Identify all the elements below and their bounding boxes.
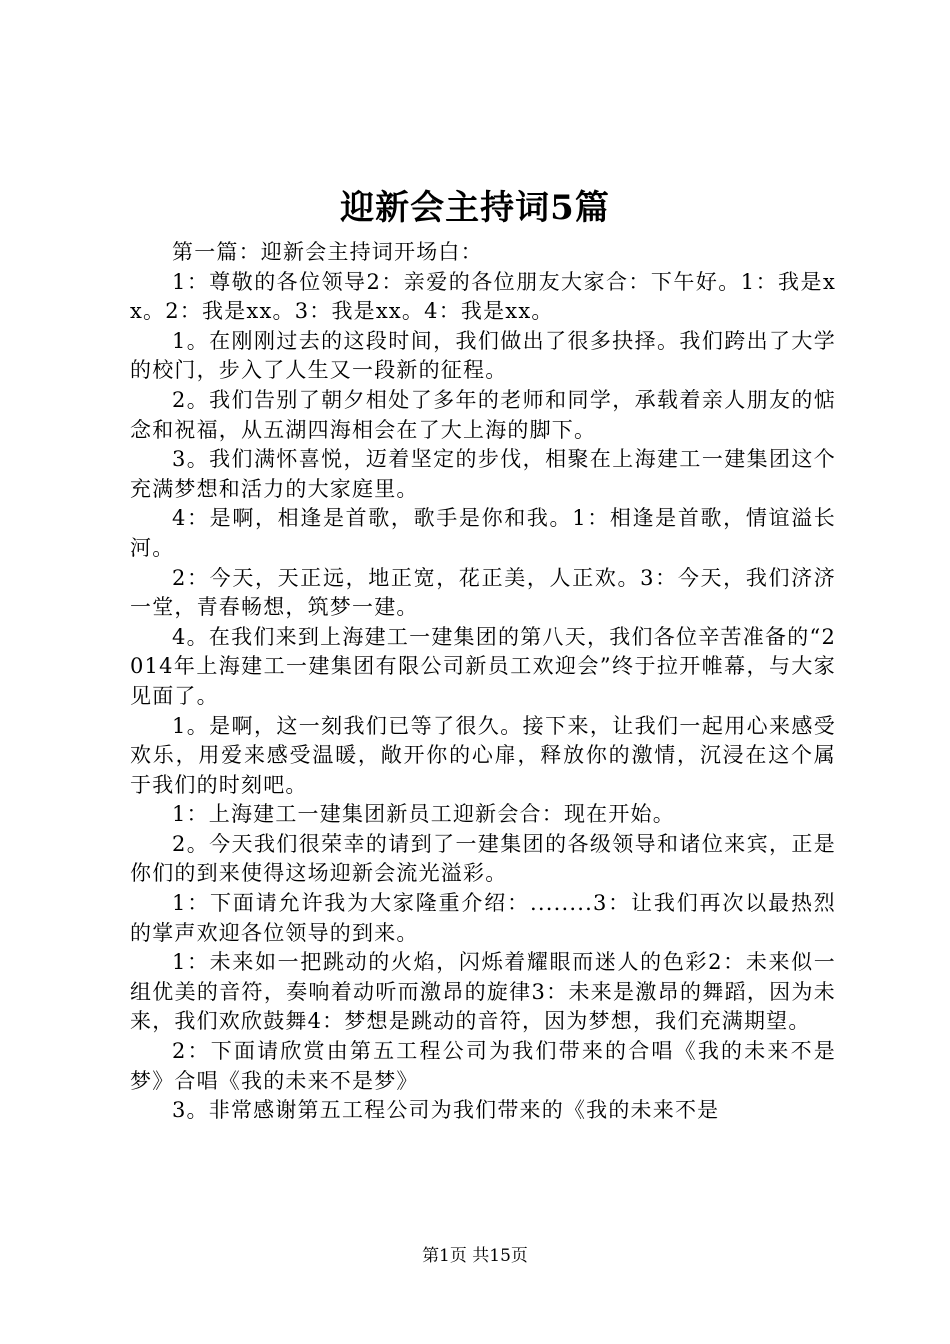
paragraph-7: 2：今天，天正远，地正宽，花正美，人正欢。3：今天，我们济济一堂，青春畅想，筑梦一建。 bbox=[130, 565, 836, 620]
paragraph-4: 2。我们告别了朝夕相处了多年的老师和同学，承载着亲人朋友的惦念和祝福，从五湖四海相会在了大上海的脚下。 bbox=[130, 387, 836, 442]
paragraph-11: 2。今天我们很荣幸的请到了一建集团的各级领导和诸位来宾，正是你们的到来使得这场迎新会流光溢彩。 bbox=[130, 831, 836, 886]
paragraph-15: 3。非常感谢第五工程公司为我们带来的《我的未来不是 bbox=[172, 1098, 720, 1123]
paragraph-13: 1：未来如一把跳动的火焰，闪烁着耀眼而迷人的色彩2：未来似一组优美的音符，奏响着动听而激昂的旋律3：未来是激昂的舞蹈，因为未来，我们欢欣鼓舞4：梦想是跳动的音符，因为梦想，我们充满期望。 bbox=[130, 950, 836, 1034]
paragraph-2: 1：尊敬的各位领导2：亲爱的各位朋友大家合：下午好。1：我是xx。2：我是xx。3：我是xx。4：我是xx。 bbox=[130, 269, 836, 324]
paragraph-9: 1。是啊，这一刻我们已等了很久。接下来，让我们一起用心来感受欢乐，用爱来感受温暖，敞开你的心扉，释放你的激情，沉浸在这个属于我们的时刻吧。 bbox=[130, 713, 836, 797]
paragraph-3: 1。在刚刚过去的这段时间，我们做出了很多抉择。我们跨出了大学的校门，步入了人生又一段新的征程。 bbox=[130, 328, 836, 383]
paragraph-5: 3。我们满怀喜悦，迈着坚定的步伐，相聚在上海建工一建集团这个充满梦想和活力的大家庭里。 bbox=[130, 447, 836, 501]
document-title: 迎新会主持词5篇 bbox=[340, 188, 610, 228]
paragraph-6: 4：是啊，相逢是首歌，歌手是你和我。1：相逢是首歌，情谊溢长河。 bbox=[130, 506, 836, 560]
paragraph-8: 4。在我们来到上海建工一建集团的第八天，我们各位辛苦准备的“2014年上海建工一建集团有限公司新员工欢迎会”终于拉开帷幕，与大家见面了。 bbox=[130, 624, 836, 708]
paragraph-1: 第一篇：迎新会主持词开场白： bbox=[172, 240, 483, 264]
page-number-footer: 第1页 共15页 bbox=[422, 1246, 528, 1266]
paragraph-12: 1：下面请允许我为大家隆重介绍：........3：让我们再次以最热烈的掌声欢迎各位领导的到来。 bbox=[130, 891, 836, 945]
document-body bbox=[130, 238, 836, 1126]
paragraph-14: 2：下面请欣赏由第五工程公司为我们带来的合唱《我的未来不是梦》合唱《我的未来不是梦》 bbox=[130, 1039, 836, 1093]
paragraph-10: 1：上海建工一建集团新员工迎新会合：现在开始。 bbox=[172, 802, 675, 827]
